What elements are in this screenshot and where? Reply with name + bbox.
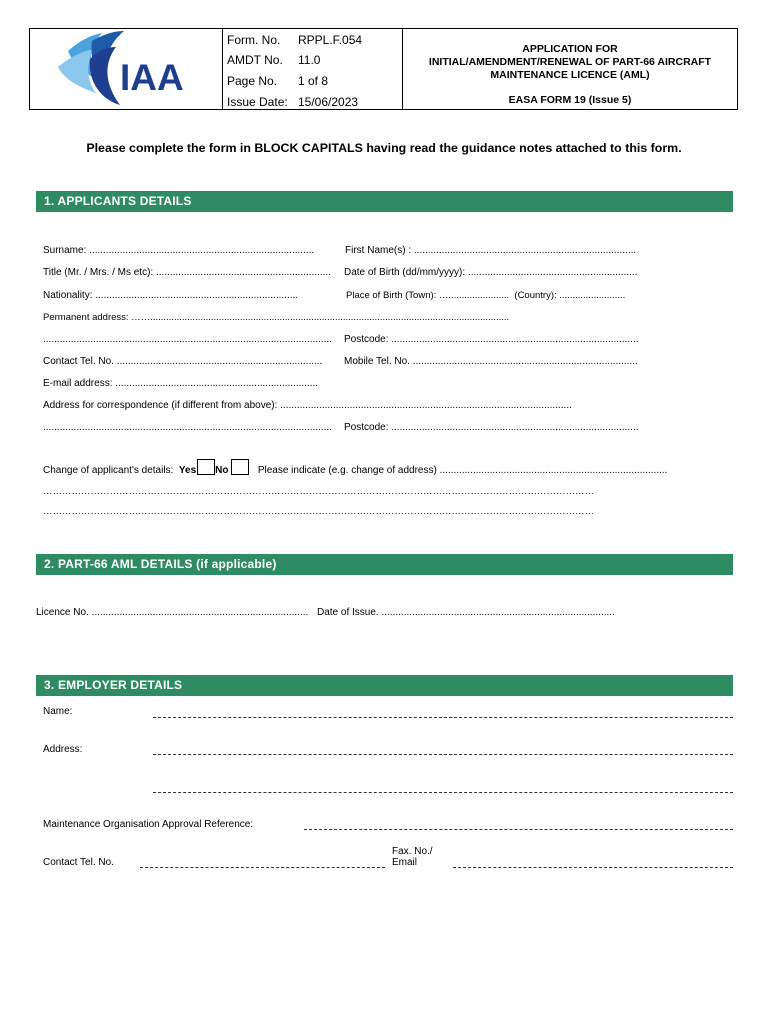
no-label: No: [215, 465, 229, 476]
page-label: Page No.: [227, 74, 278, 88]
employer-address-input-1[interactable]: [153, 754, 733, 755]
logo-cell: [30, 29, 223, 109]
change-of-details-row: [43, 459, 667, 476]
title-line-4: EASA FORM 19 (Issue 5): [508, 94, 632, 106]
details-line-b[interactable]: …………………………………………………………………………………………………………………………………………………………: [43, 506, 594, 517]
amdt-value: 11.0: [298, 53, 321, 67]
no-checkbox[interactable]: [231, 459, 249, 475]
postcode-field[interactable]: Postcode: .........................................................................................: [344, 334, 639, 345]
address-line-2-field[interactable]: ........................................................................................................: [43, 334, 332, 345]
title-line-1: APPLICATION FOR: [522, 43, 618, 55]
mo-approval-label: Maintenance Organisation Approval Reference:: [43, 819, 254, 830]
mobile-tel-field[interactable]: Mobile Tel. No. .................................................................................: [344, 356, 638, 367]
yes-label: Yes: [178, 465, 197, 476]
title-line-3: MAINTENANCE LICENCE (AML): [490, 69, 650, 81]
employer-fax-email-input[interactable]: [453, 867, 733, 868]
employer-contact-tel-label: Contact Tel. No.: [43, 857, 114, 868]
employer-name-input[interactable]: [153, 717, 733, 718]
date-of-issue-field[interactable]: Date of Issue. ....................................................................................: [317, 607, 615, 618]
dob-field[interactable]: Date of Birth (dd/mm/yyyy): .............................................................: [344, 267, 638, 278]
place-of-birth-field[interactable]: Place of Birth (Town): …....................... (Country): .........................: [346, 290, 626, 301]
licence-no-field[interactable]: Licence No. ..............................................................................: [36, 607, 309, 618]
correspondence-address-field[interactable]: Address for correspondence (if different from above): .........................................................................................................: [43, 400, 572, 411]
issue-label: Issue Date:: [227, 95, 288, 109]
indicate-field[interactable]: Please indicate (e.g. change of address) ..................................................................................: [257, 465, 668, 476]
nationality-field[interactable]: Nationality: .........................................................................: [43, 290, 299, 301]
page-value: 1 of 8: [298, 74, 329, 88]
mo-approval-input[interactable]: [304, 829, 733, 830]
section-3-header: 3. EMPLOYER DETAILS: [36, 675, 733, 696]
form-title: [403, 29, 737, 109]
yes-checkbox[interactable]: [197, 459, 215, 475]
contact-tel-field[interactable]: Contact Tel. No. ..........................................................................: [43, 356, 323, 367]
employer-name-label: Name:: [43, 706, 73, 717]
correspondence-postcode-field[interactable]: Postcode: .........................................................................................: [344, 422, 639, 433]
first-name-field[interactable]: First Name(s) : ................................................................................: [345, 245, 637, 256]
form-header: [29, 28, 738, 110]
employer-address-input-2[interactable]: [153, 792, 733, 793]
section-1-header: 1. APPLICANTS DETAILS: [36, 191, 733, 212]
title-line-2: INITIAL/AMENDMENT/RENEWAL OF PART-66 AIRCRAFT: [428, 56, 712, 68]
issue-value: 15/06/2023: [298, 95, 359, 109]
details-line-a[interactable]: …………………………………………………………………………………………………………………………………………………………: [43, 486, 594, 497]
form-meta: [222, 29, 403, 109]
fax-label-line-1: Fax. No./: [392, 846, 433, 857]
employer-contact-tel-input[interactable]: [140, 867, 385, 868]
intro-instruction: Please complete the form in BLOCK CAPITALS having read the guidance notes attached to this form.: [86, 141, 682, 155]
iaa-logo: [30, 29, 220, 109]
change-label: Change of applicant's details:: [43, 465, 174, 476]
employer-address-label: Address:: [43, 744, 83, 755]
form-no-value: RPPL.F.054: [298, 33, 363, 47]
form-no-label: Form. No.: [227, 33, 281, 47]
amdt-label: AMDT No.: [227, 53, 283, 67]
email-field[interactable]: E-mail address: .........................................................................: [43, 378, 319, 389]
section-2-header: 2. PART-66 AML DETAILS (if applicable): [36, 554, 733, 575]
correspondence-line-2-field[interactable]: ........................................................................................................: [43, 422, 332, 433]
surname-field[interactable]: Surname: .................................................................................: [43, 245, 315, 256]
permanent-address-field[interactable]: Permanent address: ……........................................................................................................................................: [43, 312, 510, 323]
fax-label-line-2: Email: [392, 857, 418, 868]
logo-text: IAA: [120, 57, 184, 98]
title-field[interactable]: Title (Mr. / Mrs. / Ms etc): ...............................................................: [43, 267, 331, 278]
